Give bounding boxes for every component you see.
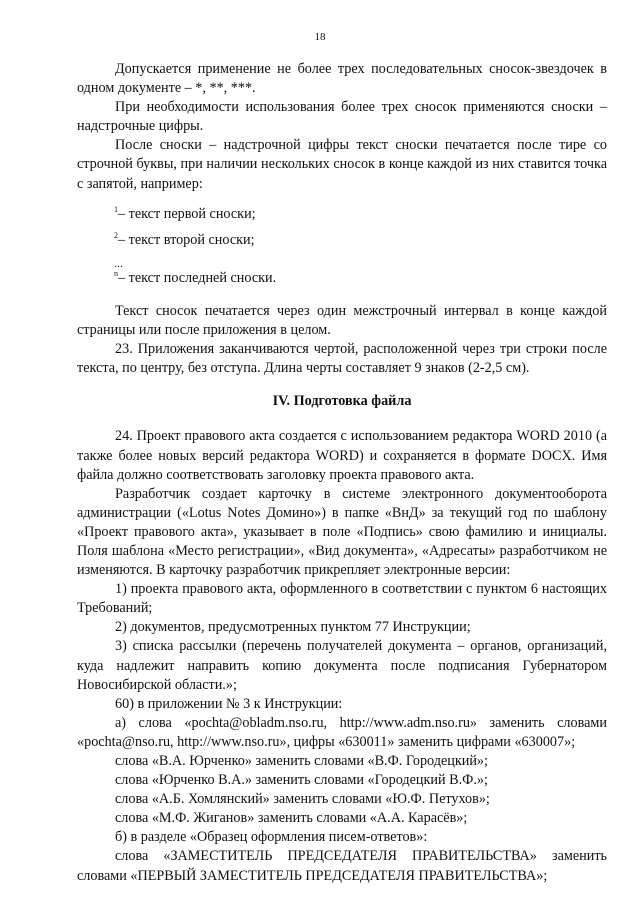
footnote-ellipsis: ... bbox=[114, 255, 123, 270]
section-heading: IV. Подготовка файла bbox=[272, 393, 412, 410]
replace-line-2: слова «Юрченко В.А.» заменить словами «Городецкий В.Ф.»; bbox=[115, 772, 488, 789]
replace-line-5: слова «ЗАМЕСТИТЕЛЬ ПРЕДСЕДАТЕЛЯ ПРАВИТЕЛЬСТВА» заменить словами «ПЕРВЫЙ ЗАМЕСТИТЕЛЬ ПРЕДСЕДАТЕЛЯ ПРАВИТЕЛЬСТВА»; bbox=[77, 848, 607, 884]
paragraph-footnote-spacing: Текст сносок печатается через один межстрочный интервал в конце каждой страницы или после приложения в целом. bbox=[77, 302, 607, 339]
document-body bbox=[77, 60, 607, 886]
replace-line-4: слова «М.Ф. Жиганов» заменить словами «А.А. Карасёв»; bbox=[115, 810, 468, 827]
paragraph-asterisk-footnotes: Допускается применение не более трех последовательных сносок-звездочек в одном документе – *, **, ***. bbox=[77, 61, 607, 97]
replace-line-1: слова «В.А. Юрченко» заменить словами «В.Ф. Городецкий»; bbox=[115, 753, 488, 769]
footnote-example-2: $^2$– текст второй сноски; bbox=[114, 230, 255, 248]
list-item-3: 3) списка рассылки (перечень получателей документа – органов, организаций, куда надлежит направить копию документа после подписания Губернатором Новосибирской области.»; bbox=[77, 638, 607, 693]
list-item-1: 1) проекта правового акта, оформленного в соответствии с пунктом 6 настоящих Требований; bbox=[77, 581, 607, 617]
replace-line-3: слова «А.Б. Хомлянский» заменить словами «Ю.Ф. Петухов»; bbox=[115, 791, 490, 808]
paragraph-developer-card: Разработчик создает карточку в системе электронного документооборота администрации («Lotus Notes Домино») в папке «ВнД» за текущий год по шаблону «Проект правового акта», указывает в поле «Подпись» свою фамилию и инициалы. Поля шаблона «Место регистрации», «Вид документа», «Адресаты» разработчиком не изменяются. В карточку разработчик прикрепляет электронные версии: bbox=[77, 485, 607, 579]
paragraph-item-24: 24. Проект правового акта создается с использованием редактора WORD 2010 (а также более новых версий редактора WORD) и сохраняется в формате DOCX. Имя файла должно соответствовать заголовку проекта правового акта. bbox=[77, 428, 607, 483]
paragraph-superscript-footnotes: При необходимости использования более трех сносок применяются сноски – надстрочные цифры. bbox=[77, 99, 607, 135]
list-item-2: 2) документов, предусмотренных пунктом 77 Инструкции; bbox=[115, 619, 471, 636]
paragraph-footnote-format: После сноски – надстрочной цифры текст сноски печатается после тире со строчной буквы, при наличии нескольких сносок в конце каждой из них ставится точка с запятой, например: bbox=[77, 137, 607, 192]
paragraph-item-b: б) в разделе «Образец оформления писем-ответов»: bbox=[115, 829, 428, 846]
paragraph-item-a: а) слова «pochta@obladm.nso.ru, http://www.adm.nso.ru» заменить словами «pochta@nso.ru, http://www.nso.ru», цифры «630011» заменить цифрами «630007»; bbox=[77, 714, 607, 750]
footnote-example-1: $^1$– текст первой сноски; bbox=[114, 204, 256, 222]
paragraph-item-60: 60) в приложении № 3 к Инструкции: bbox=[115, 695, 343, 712]
footnote-example-n: $^n$– текст последней сноски. bbox=[114, 268, 277, 286]
paragraph-item-23: 23. Приложения заканчиваются чертой, расположенной через три строки после текста, по центру, без отступа. Длина черты составляет 9 знаков (2-2,5 см). bbox=[77, 341, 607, 377]
page-number: 18 bbox=[314, 31, 326, 43]
